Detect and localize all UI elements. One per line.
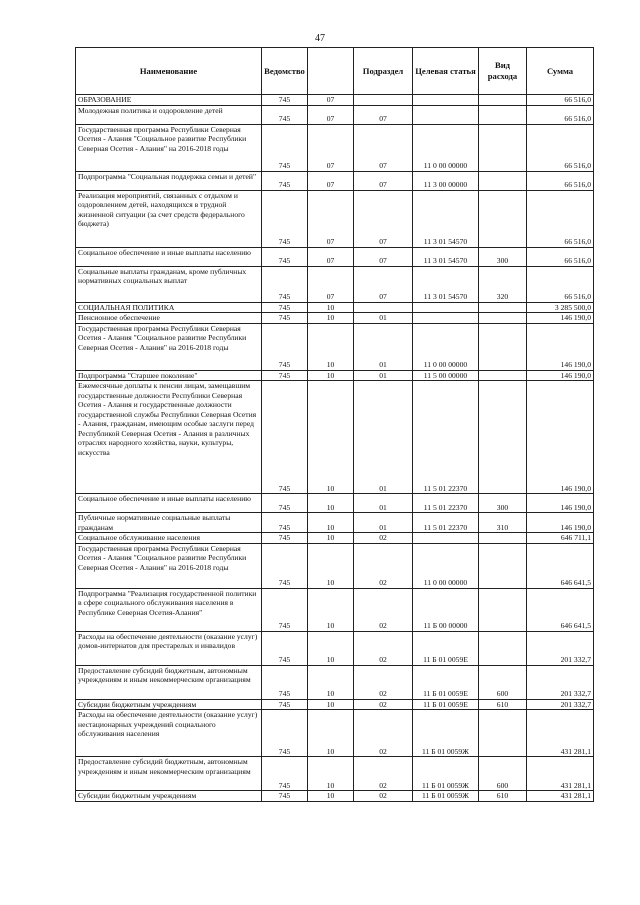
header-amount: Сумма — [527, 48, 594, 95]
table-row — [76, 302, 594, 313]
header-dept: Ведомство — [262, 48, 308, 95]
cell-name: Социальное обеспечение и иные выплаты населению — [76, 494, 262, 513]
cell-section: 10 — [308, 323, 354, 370]
cell-subsection: 01 — [354, 313, 413, 324]
cell-section: 10 — [308, 699, 354, 710]
cell-target: 11 3 01 54570 — [413, 247, 479, 266]
cell-name: Государственная программа Республики Северная Осетия - Алания "Социальное развитие Республики Северная Осетия - Алания" на 2016-2018 годы — [76, 323, 262, 370]
cell-target: 11 0 00 00000 — [413, 323, 479, 370]
cell-target: 11 5 01 22370 — [413, 381, 479, 494]
cell-dept: 745 — [262, 494, 308, 513]
cell-dept: 745 — [262, 699, 308, 710]
cell-name: Подпрограмма "Старшее поколение" — [76, 370, 262, 381]
cell-section: 10 — [308, 710, 354, 757]
cell-target — [413, 313, 479, 324]
cell-amount: 201 332,7 — [527, 665, 594, 699]
cell-amount: 431 281,1 — [527, 791, 594, 802]
table-row — [76, 313, 594, 324]
cell-target: 11 3 01 54570 — [413, 266, 479, 302]
cell-section: 10 — [308, 302, 354, 313]
cell-subsection: 07 — [354, 124, 413, 171]
cell-amount: 66 516,0 — [527, 247, 594, 266]
cell-dept: 745 — [262, 313, 308, 324]
cell-dept: 745 — [262, 757, 308, 791]
cell-target: 11 5 01 22370 — [413, 513, 479, 533]
cell-kind: 600 — [479, 757, 527, 791]
table-row — [76, 323, 594, 370]
cell-subsection: 01 — [354, 370, 413, 381]
cell-section: 07 — [308, 105, 354, 124]
cell-name: Предоставление субсидий бюджетным, автономным учреждениям и иным некоммерческим организациям — [76, 757, 262, 791]
cell-target: 11 3 01 54570 — [413, 190, 479, 247]
cell-dept: 745 — [262, 513, 308, 533]
cell-dept: 745 — [262, 323, 308, 370]
cell-subsection: 02 — [354, 699, 413, 710]
cell-amount: 431 281,1 — [527, 710, 594, 757]
cell-section: 07 — [308, 95, 354, 106]
table-row — [76, 791, 594, 802]
cell-section: 10 — [308, 665, 354, 699]
page-number: 47 — [315, 33, 325, 44]
cell-kind — [479, 190, 527, 247]
cell-target — [413, 95, 479, 106]
cell-subsection: 01 — [354, 513, 413, 533]
cell-name: Субсидии бюджетным учреждениям — [76, 699, 262, 710]
table-row — [76, 266, 594, 302]
cell-name: Ежемесячные доплаты к пенсии лицам, замещавшим государственные должности Республики Северная Осетия - Алания и государственные должности государственной службы Республики Северная Осетия - Алания, гражданам, имеющим особые заслуги перед Республикой Северная Осетия - Алания в различных отраслях народного хозяйства, науки, культуры, искусства — [76, 381, 262, 494]
budget-table — [75, 47, 594, 802]
cell-kind — [479, 631, 527, 665]
cell-target: 11 Б 01 0059Ж — [413, 791, 479, 802]
cell-target — [413, 533, 479, 544]
cell-subsection: 07 — [354, 105, 413, 124]
cell-section: 10 — [308, 588, 354, 631]
cell-name: Реализация мероприятий, связанных с отдыхом и оздоровлением детей, находящихся в трудной жизненной ситуации (за счет средств федерального бюджета) — [76, 190, 262, 247]
cell-subsection — [354, 302, 413, 313]
cell-name: Государственная программа Республики Северная Осетия - Алания "Социальное развитие Республики Северная Осетия - Алания" на 2016-2018 годы — [76, 124, 262, 171]
cell-subsection: 07 — [354, 171, 413, 190]
cell-kind — [479, 95, 527, 106]
cell-subsection: 01 — [354, 381, 413, 494]
table-row — [76, 513, 594, 533]
cell-kind — [479, 124, 527, 171]
cell-target: 11 Б 01 0059Ж — [413, 710, 479, 757]
header-kind: Вид расхода — [479, 48, 527, 95]
cell-kind: 610 — [479, 699, 527, 710]
cell-target: 11 Б 01 0059Е — [413, 631, 479, 665]
cell-kind: 310 — [479, 513, 527, 533]
cell-name: Подпрограмма "Реализация государственной политики в сфере социального обслуживания населения в Республике Северная Осетия-Алания" — [76, 588, 262, 631]
cell-subsection: 01 — [354, 323, 413, 370]
cell-target — [413, 302, 479, 313]
cell-dept: 745 — [262, 105, 308, 124]
cell-subsection: 07 — [354, 190, 413, 247]
table-row — [76, 631, 594, 665]
cell-section: 07 — [308, 247, 354, 266]
cell-subsection — [354, 95, 413, 106]
cell-subsection: 02 — [354, 757, 413, 791]
cell-amount: 646 711,1 — [527, 533, 594, 544]
cell-name: Расходы на обеспечение деятельности (оказание услуг) нестационарных учреждений социального обслуживания населения — [76, 710, 262, 757]
cell-amount: 66 516,0 — [527, 171, 594, 190]
cell-name: Публичные нормативные социальные выплаты гражданам — [76, 513, 262, 533]
cell-kind — [479, 370, 527, 381]
cell-kind: 610 — [479, 791, 527, 802]
cell-target: 11 Б 01 0059Ж — [413, 757, 479, 791]
table-row — [76, 710, 594, 757]
cell-name: Расходы на обеспечение деятельности (оказание услуг) домов-интернатов для престарелых и инвалидов — [76, 631, 262, 665]
cell-kind: 320 — [479, 266, 527, 302]
cell-amount: 646 641,5 — [527, 588, 594, 631]
cell-dept: 745 — [262, 533, 308, 544]
cell-dept: 745 — [262, 791, 308, 802]
cell-kind — [479, 381, 527, 494]
table-row — [76, 190, 594, 247]
cell-kind — [479, 323, 527, 370]
cell-target — [413, 105, 479, 124]
cell-kind — [479, 533, 527, 544]
cell-dept: 745 — [262, 95, 308, 106]
cell-target: 11 5 01 22370 — [413, 494, 479, 513]
cell-amount: 431 281,1 — [527, 757, 594, 791]
cell-dept: 745 — [262, 631, 308, 665]
cell-section: 07 — [308, 171, 354, 190]
cell-amount: 3 285 500,0 — [527, 302, 594, 313]
cell-subsection: 02 — [354, 665, 413, 699]
cell-amount: 146 190,0 — [527, 313, 594, 324]
table-row — [76, 494, 594, 513]
header-target: Целевая статья — [413, 48, 479, 95]
table-row — [76, 381, 594, 494]
cell-section: 10 — [308, 533, 354, 544]
cell-amount: 66 516,0 — [527, 105, 594, 124]
cell-subsection: 02 — [354, 631, 413, 665]
cell-amount: 146 190,0 — [527, 513, 594, 533]
cell-amount: 146 190,0 — [527, 381, 594, 494]
cell-name: Субсидии бюджетным учреждениям — [76, 791, 262, 802]
cell-target: 11 Б 00 00000 — [413, 588, 479, 631]
cell-amount: 66 516,0 — [527, 266, 594, 302]
cell-amount: 66 516,0 — [527, 95, 594, 106]
cell-name: Молодежная политика и оздоровление детей — [76, 105, 262, 124]
table-row — [76, 370, 594, 381]
cell-subsection: 02 — [354, 710, 413, 757]
cell-section: 10 — [308, 381, 354, 494]
cell-amount: 66 516,0 — [527, 190, 594, 247]
table-row — [76, 105, 594, 124]
cell-amount: 146 190,0 — [527, 370, 594, 381]
cell-amount: 146 190,0 — [527, 323, 594, 370]
table-row — [76, 171, 594, 190]
cell-amount: 66 516,0 — [527, 124, 594, 171]
table-row — [76, 247, 594, 266]
cell-dept: 745 — [262, 381, 308, 494]
cell-dept: 745 — [262, 302, 308, 313]
cell-subsection: 02 — [354, 543, 413, 588]
cell-dept: 745 — [262, 665, 308, 699]
cell-section: 10 — [308, 313, 354, 324]
cell-section: 10 — [308, 513, 354, 533]
table-row — [76, 543, 594, 588]
cell-subsection: 01 — [354, 494, 413, 513]
table-row — [76, 124, 594, 171]
cell-name: Социальное обеспечение и иные выплаты населению — [76, 247, 262, 266]
cell-section: 10 — [308, 757, 354, 791]
cell-subsection: 07 — [354, 266, 413, 302]
cell-amount: 146 190,0 — [527, 494, 594, 513]
cell-section: 10 — [308, 370, 354, 381]
header-row — [76, 48, 594, 95]
cell-section: 10 — [308, 791, 354, 802]
cell-dept: 745 — [262, 190, 308, 247]
cell-subsection: 02 — [354, 533, 413, 544]
table-row — [76, 699, 594, 710]
cell-dept: 745 — [262, 588, 308, 631]
cell-subsection: 02 — [354, 588, 413, 631]
cell-kind — [479, 171, 527, 190]
cell-name: ОБРАЗОВАНИЕ — [76, 95, 262, 106]
cell-kind — [479, 710, 527, 757]
cell-dept: 745 — [262, 710, 308, 757]
cell-amount: 201 332,7 — [527, 699, 594, 710]
table-row — [76, 95, 594, 106]
cell-kind: 300 — [479, 494, 527, 513]
cell-dept: 745 — [262, 543, 308, 588]
cell-name: Подпрограмма "Социальная поддержка семьи и детей" — [76, 171, 262, 190]
cell-kind — [479, 302, 527, 313]
cell-dept: 745 — [262, 247, 308, 266]
cell-target: 11 3 00 00000 — [413, 171, 479, 190]
cell-kind — [479, 543, 527, 588]
cell-target: 11 0 00 00000 — [413, 543, 479, 588]
cell-target: 11 5 00 00000 — [413, 370, 479, 381]
cell-name: Государственная программа Республики Северная Осетия - Алания "Социальное развитие Республики Северная Осетия - Алания" на 2016-2018 годы — [76, 543, 262, 588]
cell-name: Пенсионное обеспечение — [76, 313, 262, 324]
cell-section: 10 — [308, 631, 354, 665]
cell-section: 07 — [308, 190, 354, 247]
table-row — [76, 665, 594, 699]
header-section — [308, 48, 354, 95]
cell-kind — [479, 105, 527, 124]
cell-section: 07 — [308, 266, 354, 302]
cell-name: Социальные выплаты гражданам, кроме публичных нормативных социальных выплат — [76, 266, 262, 302]
cell-subsection: 07 — [354, 247, 413, 266]
cell-dept: 745 — [262, 370, 308, 381]
table-row — [76, 588, 594, 631]
cell-dept: 745 — [262, 171, 308, 190]
table-row — [76, 533, 594, 544]
cell-name: Социальное обслуживание населения — [76, 533, 262, 544]
cell-amount: 646 641,5 — [527, 543, 594, 588]
cell-dept: 745 — [262, 124, 308, 171]
cell-section: 10 — [308, 494, 354, 513]
cell-kind: 600 — [479, 665, 527, 699]
cell-dept: 745 — [262, 266, 308, 302]
cell-kind — [479, 313, 527, 324]
header-subsection: Подраздел — [354, 48, 413, 95]
cell-target: 11 Б 01 0059Е — [413, 699, 479, 710]
table-row — [76, 757, 594, 791]
cell-section: 10 — [308, 543, 354, 588]
cell-kind — [479, 588, 527, 631]
cell-kind: 300 — [479, 247, 527, 266]
cell-name: Предоставление субсидий бюджетным, автономным учреждениям и иным некоммерческим организациям — [76, 665, 262, 699]
header-name: Наименование — [76, 48, 262, 95]
cell-target: 11 0 00 00000 — [413, 124, 479, 171]
cell-subsection: 02 — [354, 791, 413, 802]
cell-section: 07 — [308, 124, 354, 171]
cell-amount: 201 332,7 — [527, 631, 594, 665]
cell-target: 11 Б 01 0059Е — [413, 665, 479, 699]
cell-name: СОЦИАЛЬНАЯ ПОЛИТИКА — [76, 302, 262, 313]
